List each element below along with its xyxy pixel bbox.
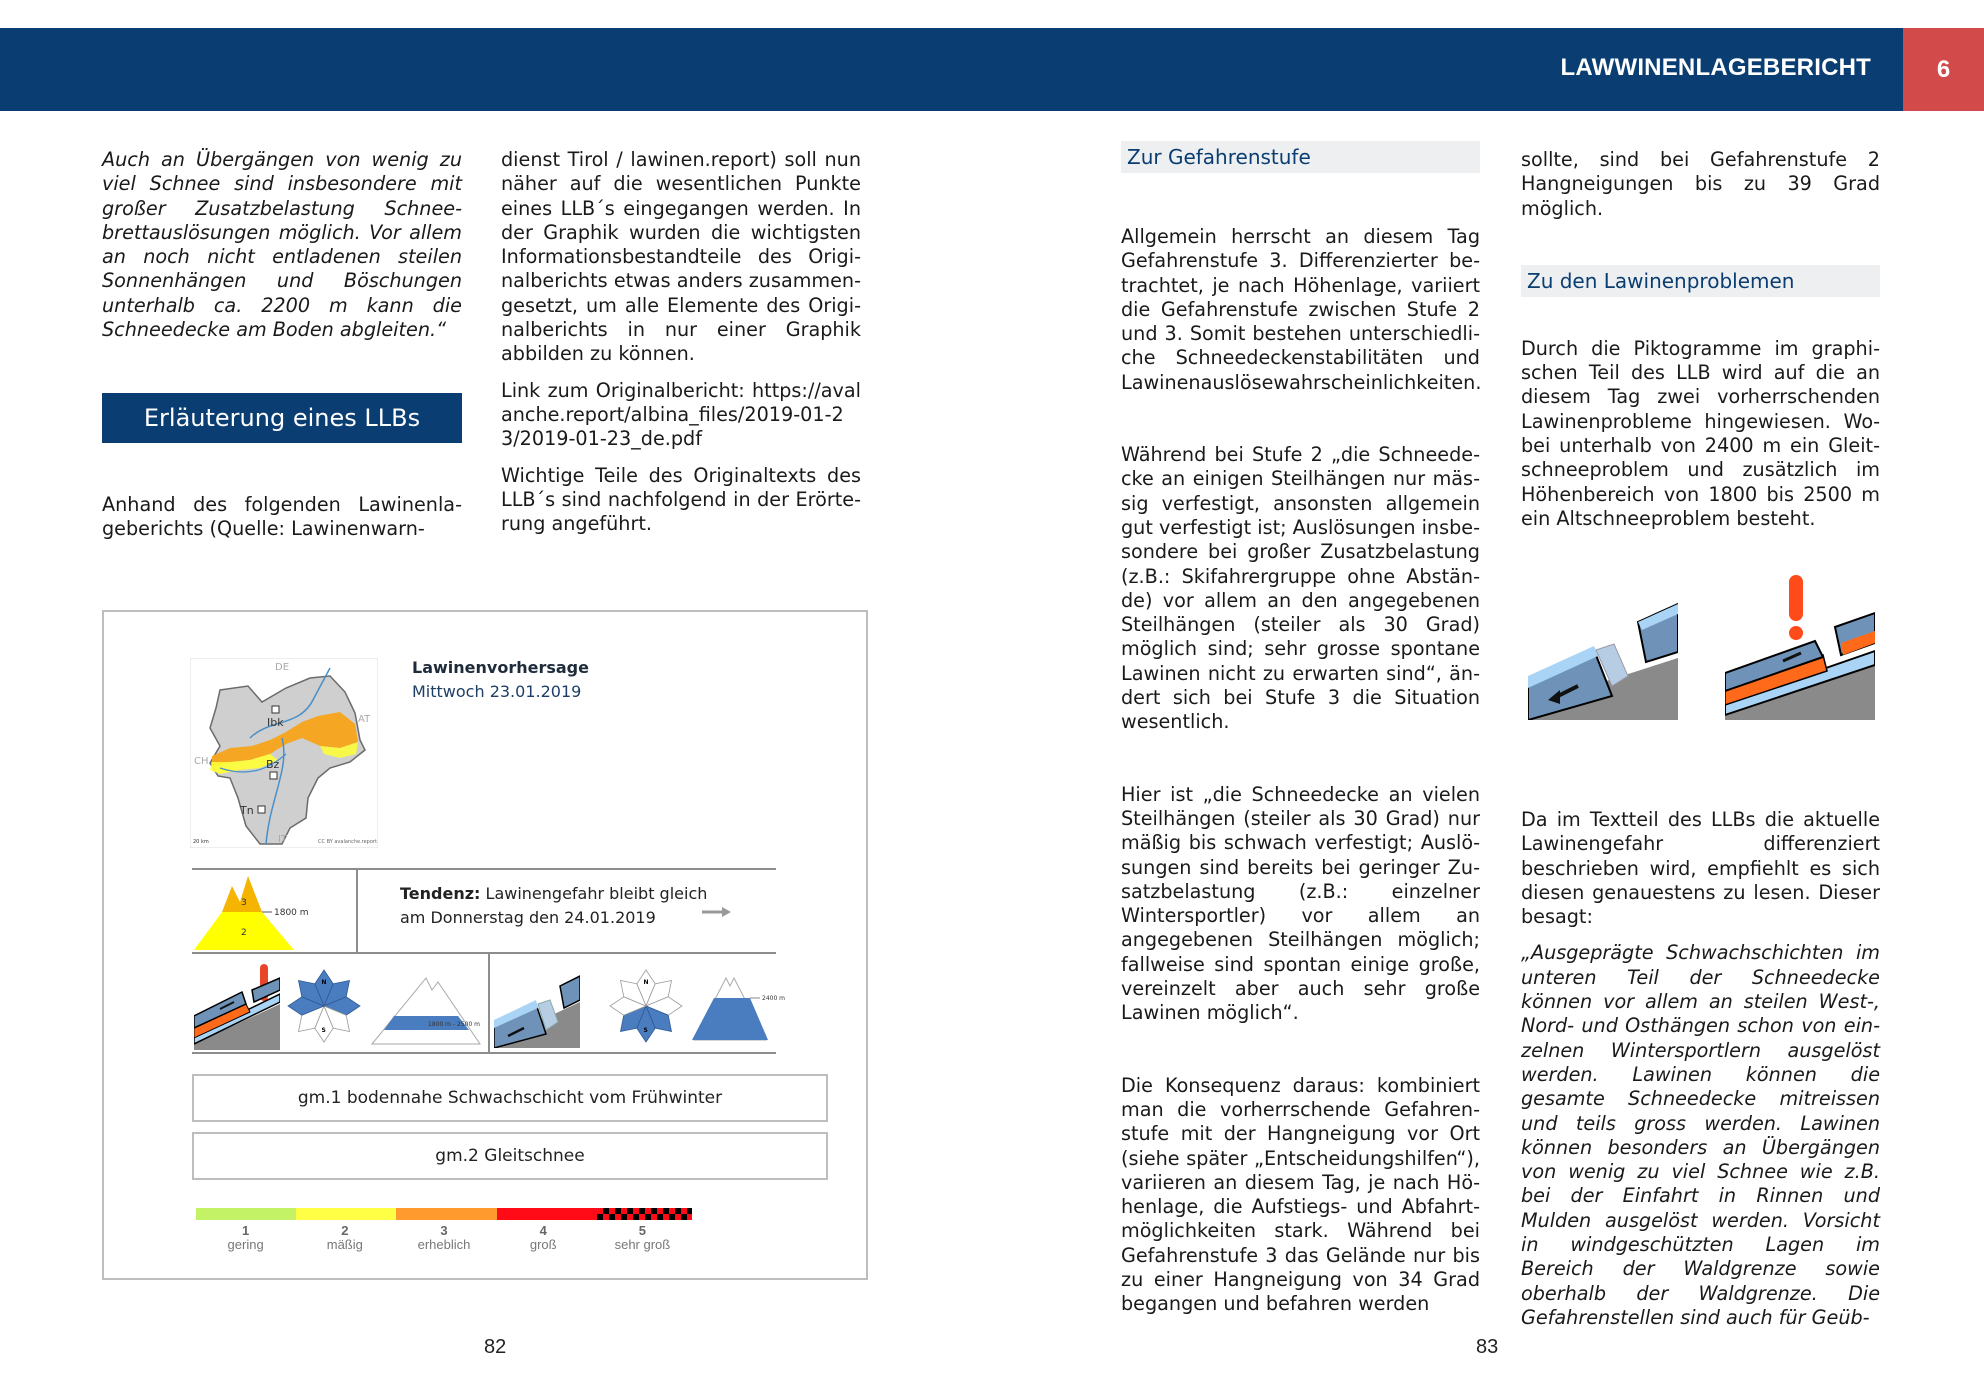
right-column-1	[1121, 141, 1480, 1329]
problem-text: gm.2 Gleitschnee	[435, 1146, 585, 1166]
danger-scale-labels	[196, 1224, 692, 1252]
subheading-lawinenprobleme: Zu den Lawinenproblemen	[1521, 265, 1880, 297]
chapter-header-bar	[0, 28, 1903, 111]
right-column-2	[1521, 148, 1880, 543]
divider	[192, 952, 776, 954]
danger-scale-segment-3	[396, 1208, 496, 1220]
level-number: 3	[440, 1223, 448, 1238]
right-column-2-lower	[1521, 808, 1880, 1342]
map-label-at: AT	[358, 714, 371, 725]
section-title-box	[102, 393, 462, 443]
level-name: gering	[227, 1237, 264, 1252]
danger-scale-segment-5	[597, 1208, 692, 1220]
danger-scale-label-2	[295, 1224, 394, 1252]
paragraph: Durch die Piktogramme im graphischen Teil des LLB wird auf die an diesem Tag zwei vorherrschenden Lawinenprobleme hingewiesen. Wobei unterhalb von 2400 m ein Gleitschneeproblem und zusätzlich im Höhenbereich von 1800 bis 2500 m ein Altschneeproblem besteht.	[1521, 336, 1880, 530]
danger-scale-bar	[196, 1208, 692, 1220]
avalanche-report-graphic	[102, 610, 868, 1280]
link-paragraph[interactable]: Link zum Originalbericht: https://avalanche.report/albina_files/2019-01-23/2019-01-23_de.pdf	[501, 378, 861, 451]
paragraph: Während bei Stufe 2 „die Schneedecke an einigen Steilhängen nur mässig verfestigt, ansonsten allgemein gut verfestigt ist; Auslösungen insbesondere bei großer Zusatzbelastung (z.B.: Skifahrergruppe ohne Abstände) vor allem an den angegebenen Steilhängen (steiler als 30 Grad) möglich sind; sehr grosse spontane Lawinen nicht zu erwarten sind“, ändert sich bei Stufe 3 die Situation wesentlich.	[1121, 443, 1480, 734]
persistent-weak-layer-pictogram	[1725, 575, 1875, 720]
map-label-it: IT	[278, 834, 288, 845]
level-number: 4	[539, 1223, 547, 1238]
region-map	[190, 658, 378, 848]
map-scale: 20 km	[193, 839, 209, 845]
divider	[356, 868, 358, 952]
map-credit: CC BY avalanche.report	[318, 839, 377, 845]
tendency-value: Lawinengefahr bleibt gleich	[485, 884, 708, 903]
lower-level: 2	[241, 928, 247, 938]
intro-quote	[102, 148, 462, 354]
danger-scale-segment-4	[497, 1208, 597, 1220]
upper-level: 3	[241, 898, 247, 908]
paragraph: dienst Tirol / lawinen.report) soll nun näher auf die wesentlichen Punkte eines LLB´s eingegangen werden. In der Graphik wurden die wichtigsten Informationsbestandteile des Originalberichts etwas anders zusammengesetzt, um alle Elemente des Originalberichts in nur einer Graphik abbilden zu können.	[501, 148, 861, 366]
aspect-rose-problem-2	[606, 966, 686, 1046]
problem-label-2	[192, 1132, 828, 1180]
paragraph: Allgemein herrscht an diesem Tag Gefahrenstufe 3. Differenzierter betrachtet, je nach Höhenlage, variiert die Gefahrenstufe zwischen Stufe 2 und 3. Somit bestehen unterschiedliche Schneedeckenstabilitäten und Lawinenauslösewahrscheinlichkeiten.	[1121, 225, 1482, 394]
elevation-band-problem-1	[366, 972, 486, 1050]
map-label-de: DE	[275, 662, 290, 673]
section-title: Erläuterung eines LLBs	[143, 404, 421, 432]
tendency-steady-arrow-icon	[702, 906, 732, 918]
forecast-date: Mittwoch 23.01.2019	[412, 682, 582, 701]
aspect-label-north: N	[321, 979, 327, 986]
tendency-text	[400, 882, 707, 930]
city-marker	[270, 772, 277, 779]
divider	[192, 1052, 776, 1054]
danger-scale-legend	[196, 1208, 692, 1252]
aspect-label-south: S	[321, 1027, 326, 1034]
report-quote: „Ausgeprägte Schwachschichten im unteren Teil der Schneedecke können vor allem an steilen West-, Nord- und Osthängen schon von einzelnen Wintersportlern ausgelöst werden. Lawinen können die gesamte Schneedecke mitreissen und teils gross werden. Lawinen können besonders an Übergängen von wenig zu viel Schnee wie z.B. bei der Einfahrt in Rinnen und Mulden ausgelöst werden. Vorsicht in windgeschützten Lagen im Bereich der Waldgrenze sowie oberhalb der Waldgrenze. Die Gefahrenstellen sind auch für Geüb-	[1521, 941, 1880, 1329]
danger-scale-label-3	[394, 1224, 493, 1252]
gliding-snow-icon	[494, 972, 580, 1048]
page-number-right: 83	[1476, 1336, 1499, 1358]
level-number: 1	[241, 1223, 250, 1238]
gliding-snow-pictogram	[1528, 600, 1678, 720]
map-label-ibk: Ibk	[267, 716, 284, 729]
problem-label-1	[192, 1074, 828, 1122]
subheading-gefahrenstufe: Zur Gefahrenstufe	[1121, 141, 1480, 173]
level-name: groß	[529, 1237, 557, 1252]
intro-text: Anhand des folgenden Lawinenlageberichts (Quelle: Lawinenwarn-	[102, 493, 462, 541]
danger-scale-segment-1	[196, 1208, 296, 1220]
persistent-weak-layer-icon	[194, 964, 280, 1050]
city-marker	[272, 706, 279, 713]
tendency-label: Tendenz:	[400, 884, 481, 903]
page-number-left: 82	[484, 1336, 507, 1358]
elevation-band-problem-2	[688, 972, 788, 1050]
paragraph: Die Konsequenz daraus: kombiniert man die vorherrschende Gefahrenstufe mit der Hangneigung vor Ort (siehe später „Entscheidungshilfen“), variieren an diesem Tag, je nach Höhenlage, die Aufstiegs- und Abfahrtmöglichkeiten stark. Während bei Gefahrenstufe 3 das Gelände nur bis zu einer Hangneigung von 34 Grad begangen und befahren werden	[1121, 1073, 1480, 1316]
level-name: sehr groß	[614, 1237, 671, 1252]
divider	[192, 868, 776, 870]
left-column-2	[501, 148, 861, 548]
danger-scale-label-5	[593, 1224, 692, 1252]
map-label-ch: CH	[194, 756, 209, 767]
paragraph: sollte, sind bei Gefahrenstufe 2 Hangneigungen bis zu 39 Grad möglich.	[1521, 148, 1880, 220]
danger-scale-label-4	[494, 1224, 593, 1252]
quote-text: Auch an Übergängen von wenig zu viel Schnee sind insbesondere mit großer Zusatzbelastung Schneebrettauslösungen möglich. Vor allem an noch nicht entladenen steilen Sonnenhängen und Böschungen unterhalb ca. 2200 m kann die Schneedecke am Boden abgleiten.“	[102, 148, 462, 342]
map-label-tn: Tn	[240, 804, 254, 817]
danger-level-mountain	[194, 872, 354, 950]
chapter-number-badge: 6	[1903, 28, 1984, 111]
chapter-title: LAWWINENLAGEBERICHT	[1560, 54, 1871, 81]
problem-text: gm.1 bodennahe Schwachschicht vom Frühwinter	[297, 1088, 723, 1108]
level-name: mäßig	[326, 1237, 363, 1252]
paragraph: Wichtige Teile des Originaltexts des LLB´s sind nachfolgend in der Erörterung angeführt.	[501, 463, 861, 536]
danger-scale-segment-2	[296, 1208, 396, 1220]
level-number: 2	[341, 1223, 349, 1238]
forecast-title: Lawinenvorhersage	[412, 658, 589, 677]
city-marker	[258, 806, 265, 813]
elevation-range: 1800 m - 2500 m	[428, 1021, 481, 1028]
level-name: erheblich	[417, 1237, 471, 1252]
intro-paragraph	[102, 493, 462, 554]
aspect-rose-problem-1	[284, 966, 364, 1046]
paragraph: Hier ist „die Schneedecke an vielen Steilhängen (steiler als 30 Grad) nur mäßig bis schwach verfestigt; Auslösungen sind bereits bei geringer Zusatzbelastung (z.B.: einzelner Wintersportler) vor allem an angegebenen Steilhängen möglich; fallweise sind spontan einige große, vereinzelt aber auch sehr große Lawinen möglich“.	[1121, 782, 1480, 1025]
aspect-label-north: N	[643, 979, 649, 986]
aspect-label-south: S	[643, 1027, 648, 1034]
elevation-threshold: 1800 m	[274, 908, 309, 918]
paragraph: Da im Textteil des LLBs die aktuelle Lawinengefahr differenziert beschrieben wird, empfiehlt es sich diesen genauestens zu lesen. Dieser besagt:	[1521, 808, 1880, 929]
map-label-bz: Bz	[266, 758, 280, 771]
divider	[488, 954, 490, 1052]
danger-scale-label-1	[196, 1224, 295, 1252]
tendency-date: am Donnerstag den 24.01.2019	[400, 908, 656, 927]
level-number: 5	[638, 1223, 647, 1238]
elevation-threshold: 2400 m	[762, 995, 786, 1002]
